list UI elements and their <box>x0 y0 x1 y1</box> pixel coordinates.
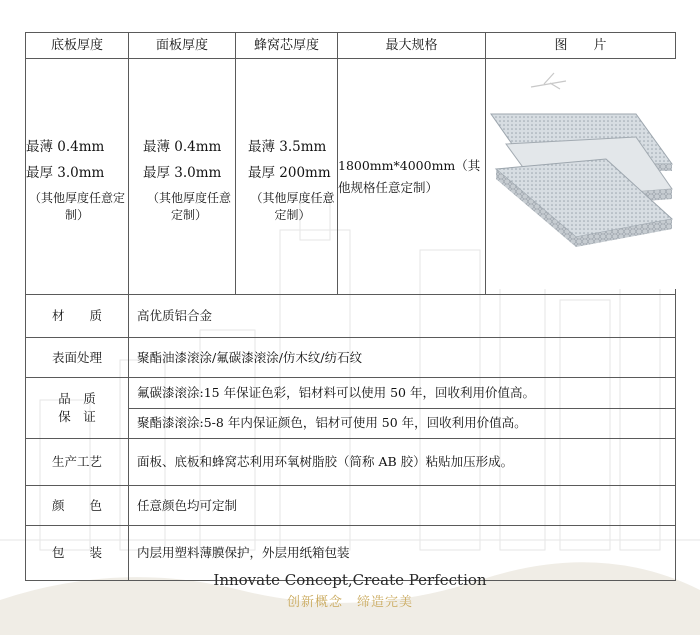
material-label: 材 质 <box>26 295 129 338</box>
header-max-size: 最大规格 <box>338 33 486 59</box>
packing-label: 包 装 <box>26 526 129 581</box>
header-picture: 图 片 <box>486 33 676 59</box>
panel-max: 最厚 3.0mm <box>143 164 222 181</box>
material-value: 高优质铝合金 <box>129 295 676 338</box>
material-row <box>26 295 676 338</box>
header-panel-thickness: 面板厚度 <box>129 33 236 59</box>
warranty-label-line1: 品 质 <box>58 391 96 406</box>
color-row <box>26 486 676 526</box>
base-max: 最厚 3.0mm <box>26 164 105 181</box>
surface-value: 聚酯油漆滚涂/氟碳漆滚涂/仿木纹/纺石纹 <box>129 338 676 378</box>
core-min: 最薄 3.5mm <box>248 138 327 155</box>
color-label: 颜 色 <box>26 486 129 526</box>
max-size-cell: 1800mm*4000mm（其他规格任意定制） <box>338 59 486 295</box>
core-max: 最厚 200mm <box>248 164 331 181</box>
warranty-value-fluorocarbon: 氟碳漆滚涂:15 年保证色彩，铝材料可以使用 50 年，回收利用价值高。 <box>137 384 535 400</box>
header-row <box>26 33 676 59</box>
surface-label: 表面处理 <box>26 338 129 378</box>
surface-row <box>26 338 676 378</box>
header-core-thickness: 蜂窝芯厚度 <box>236 33 338 59</box>
core-thickness-cell <box>236 59 338 295</box>
slogan-chinese: 创新概念 缔造完美 <box>286 595 413 610</box>
panel-thickness-cell <box>129 59 236 295</box>
warranty-row <box>26 378 676 439</box>
warranty-label-line2: 保 证 <box>58 409 96 424</box>
process-row <box>26 439 676 486</box>
panel-note: （其他厚度任意定制） <box>146 190 231 222</box>
picture-cell <box>486 59 676 295</box>
base-min: 最薄 0.4mm <box>26 138 105 155</box>
honeycomb-panel-image <box>486 59 676 289</box>
base-note: （其他厚度任意定制） <box>28 190 125 222</box>
warranty-values <box>129 378 676 439</box>
base-thickness-cell <box>26 59 129 295</box>
packing-value: 内层用塑料薄膜保护，外层用纸箱包装 <box>129 526 676 581</box>
spec-row <box>26 59 676 295</box>
warranty-label <box>26 378 129 439</box>
spec-table <box>25 32 676 581</box>
process-label: 生产工艺 <box>26 439 129 486</box>
core-note: （其他厚度任意定制） <box>250 190 335 222</box>
process-value: 面板、底板和蜂窝芯利用环氧树脂胶（简称 AB 胶）粘贴加压形成。 <box>129 439 676 486</box>
warranty-value-polyester: 聚酯漆滚涂:5-8 年内保证颜色，铝材可使用 50 年，回收利用价值高。 <box>129 408 675 439</box>
panel-min: 最薄 0.4mm <box>143 138 222 155</box>
color-value: 任意颜色均可定制 <box>129 486 676 526</box>
slogan-english: Innovate Concept,Create Perfection <box>213 571 487 589</box>
header-base-thickness: 底板厚度 <box>26 33 129 59</box>
